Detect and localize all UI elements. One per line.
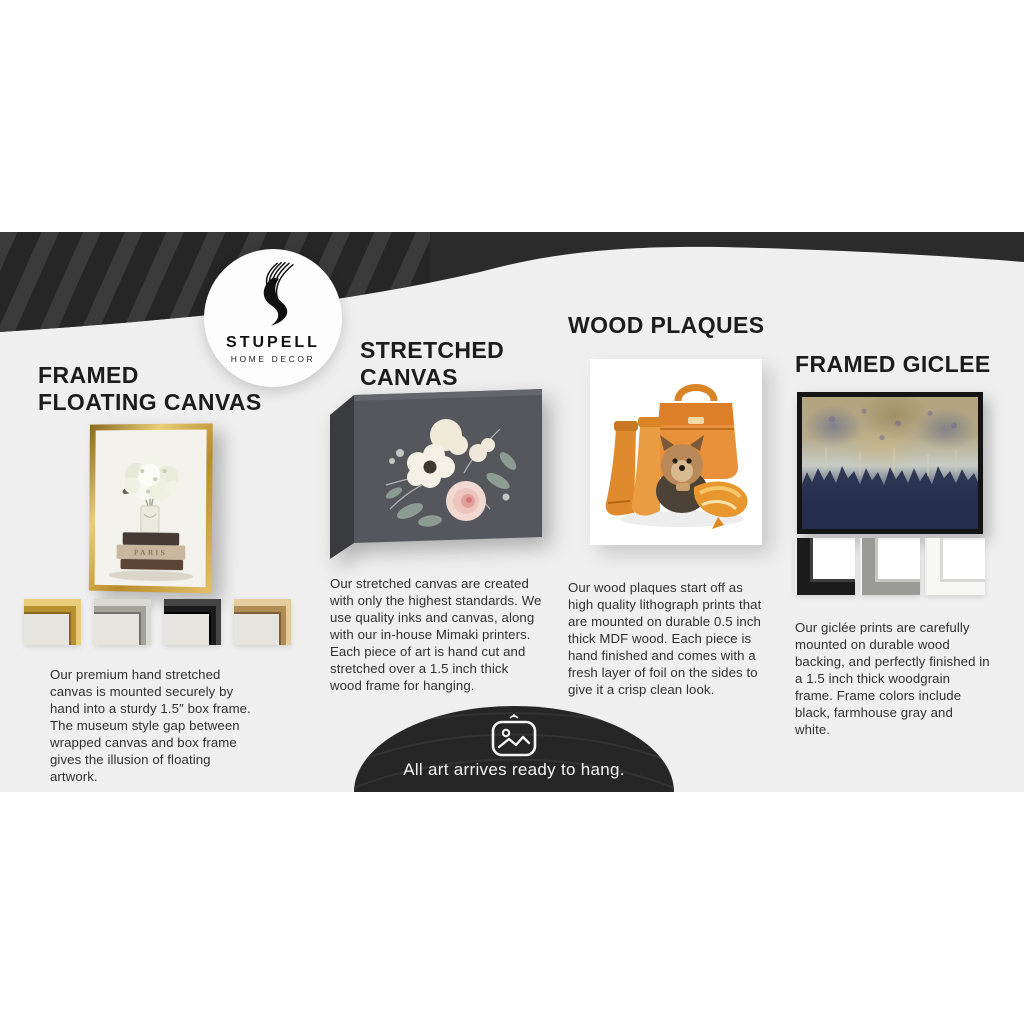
stretched-canvas-product-image [330, 389, 542, 563]
brand-name: STUPELL [226, 334, 320, 351]
orange-bag-boots-dog-art [590, 359, 762, 545]
wood-plaques-title [568, 312, 764, 339]
frame-swatch-gold [24, 599, 81, 645]
framed-giclee-title [795, 351, 991, 378]
wood-plaques-title-text: WOOD PLAQUES [568, 312, 765, 338]
framed-giclee-description: Our giclée prints are carefully mounted on durable wood backing, and perfectly finished in a 1.5 inch thick woodgrain frame. Frame colors include black, farmhouse gray and white. [795, 620, 990, 738]
giclee-swatch-gray [860, 538, 920, 595]
stretched-canvas-title-line2: CANVAS [360, 364, 458, 390]
stretched-canvas-description: Our stretched canvas are created with only the highest standards. We use quality inks and canvas, along with our in-house Mimaki printers. Each piece of art is hand cut and stretched over a 1.5 inch thick wood frame for hanging. [330, 576, 542, 694]
stupell-s-swoosh-icon [241, 261, 305, 327]
paris-book-label: PARIS [134, 547, 168, 558]
floating-canvas-title-line1: FRAMED [38, 362, 139, 388]
floating-canvas-artwork [95, 430, 207, 588]
giclee-swatch-white [925, 538, 985, 595]
stretched-canvas-title [360, 337, 504, 391]
frame-swatch-bronze [234, 599, 291, 645]
hydrangea-books-art [95, 430, 207, 588]
framed-giclee-product-image [797, 392, 983, 534]
giclee-swatch-black [795, 538, 855, 595]
floating-canvas-description: Our premium hand stretched canvas is mounted securely by hand into a sturdy 1.5″ box frame. The museum style gap between wrapped canvas and box frame gives the illusion of floating artwork. [50, 667, 251, 785]
wood-plaque-product-image [590, 359, 762, 545]
frame-swatch-silver [94, 599, 151, 645]
abstract-giclee-art [802, 397, 978, 529]
top-wave-band [0, 232, 1024, 344]
wood-plaques-description: Our wood plaques start off as high quality lithograph prints that are mounted on durable 0.5 inch thick MDF wood. Each piece is hand finished and comes with a fresh layer of foil on the sides to give it a crisp clean look. [568, 580, 762, 698]
framed-giclee-title-text: FRAMED GICLEE [795, 351, 991, 377]
stretched-canvas-title-line1: STRETCHED [360, 337, 505, 363]
footer-message: All art arrives ready to hang. [403, 760, 625, 779]
brand-logo [204, 249, 342, 387]
frame-swatch-black [164, 599, 221, 645]
floral-charcoal-canvas-art [330, 389, 542, 563]
floating-frame-finish-swatches [24, 599, 291, 645]
giclee-treeline-overlay [802, 397, 978, 529]
floating-canvas-title-line2: FLOATING CANVAS [38, 389, 262, 415]
floating-canvas-product-image [89, 423, 213, 593]
giclee-frame-finish-swatches [795, 538, 985, 595]
brand-tagline: HOME DECOR [230, 354, 316, 364]
framed-picture-icon [489, 714, 539, 758]
